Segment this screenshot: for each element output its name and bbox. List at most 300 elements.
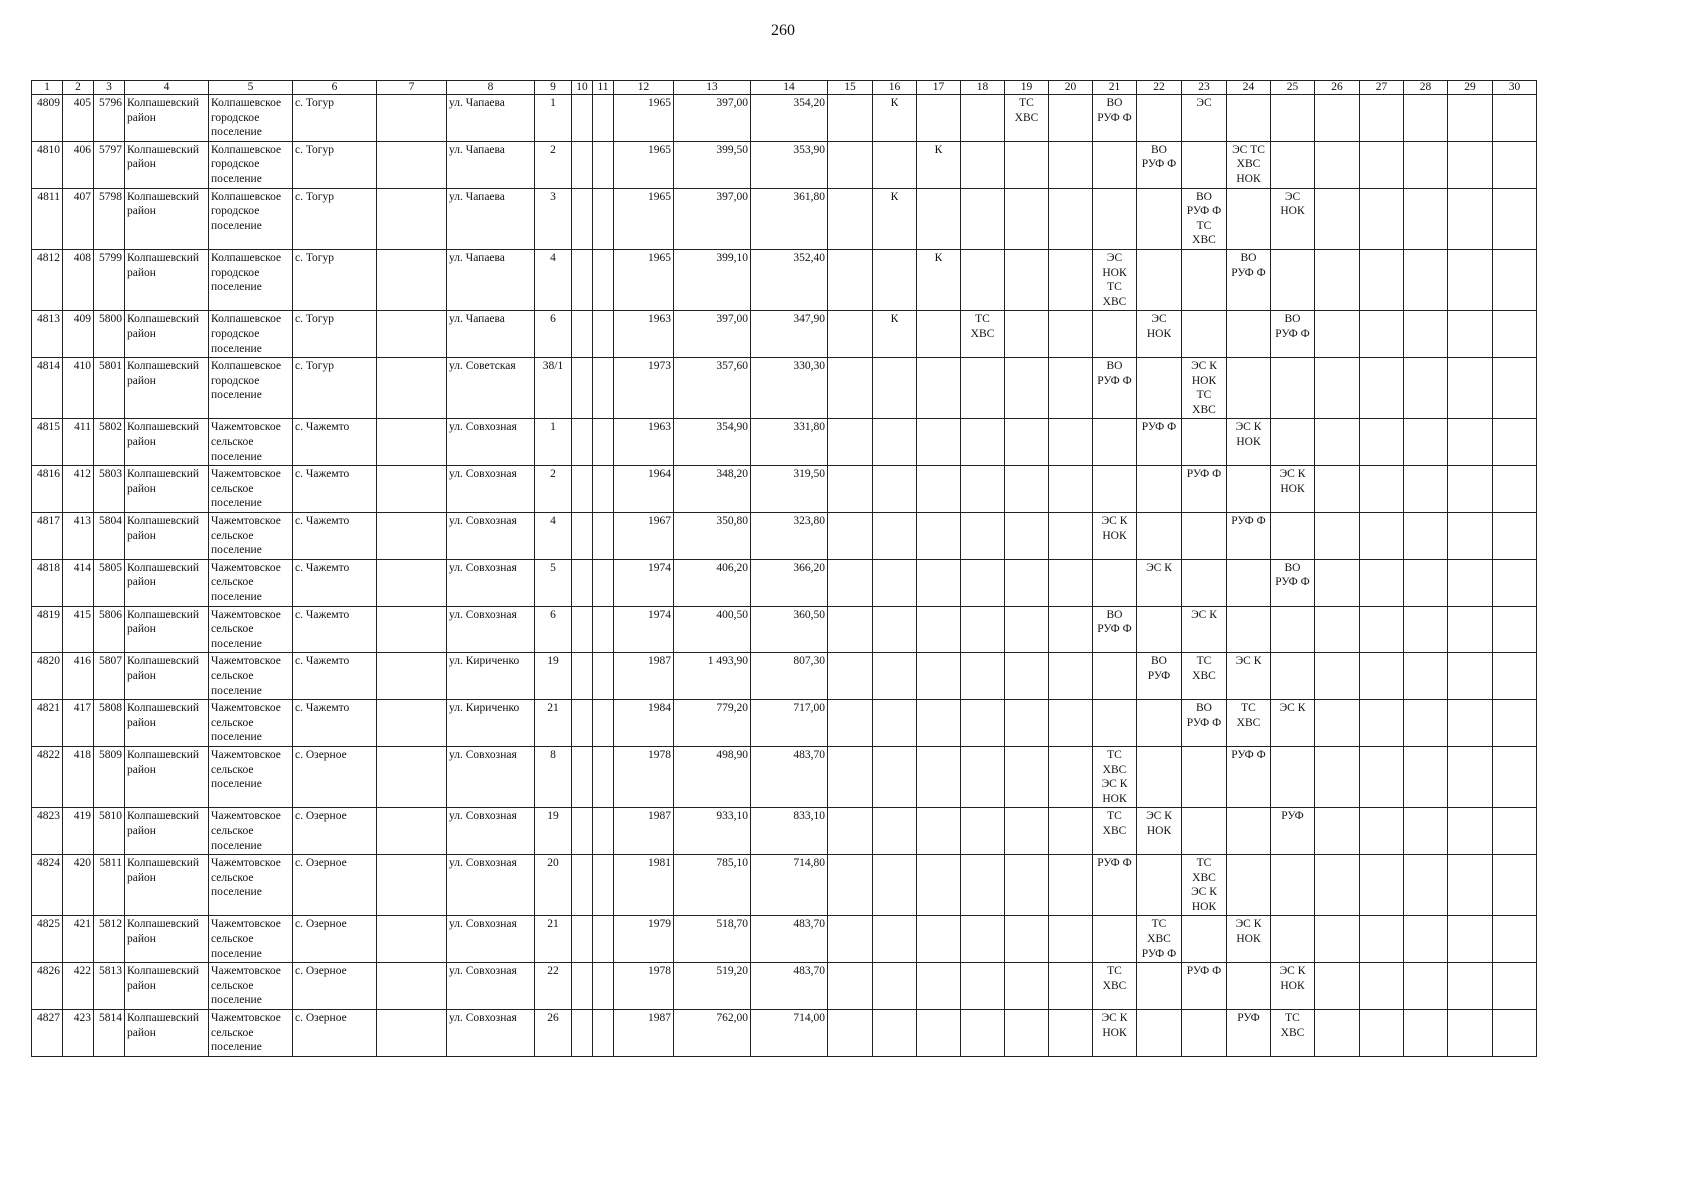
table-cell: ул. Совхозная bbox=[447, 559, 535, 606]
table-cell bbox=[1182, 141, 1227, 188]
table-cell: 4819 bbox=[32, 606, 63, 653]
table-cell: ВО РУФ Ф bbox=[1093, 95, 1137, 142]
table-cell: с. Озерное bbox=[293, 916, 377, 963]
table-cell bbox=[377, 963, 447, 1010]
table-cell bbox=[1360, 746, 1404, 807]
table-cell: ЭС К bbox=[1182, 606, 1227, 653]
table-cell bbox=[1137, 358, 1182, 419]
table-cell: ТС ХВС bbox=[1271, 1010, 1315, 1057]
table-cell: 4825 bbox=[32, 916, 63, 963]
column-number-header: 21 bbox=[1093, 81, 1137, 95]
table-cell: 4817 bbox=[32, 513, 63, 560]
table-cell: ул. Кириченко bbox=[447, 653, 535, 700]
table-cell bbox=[593, 311, 614, 358]
table-cell bbox=[1448, 358, 1493, 419]
table-cell bbox=[1404, 963, 1448, 1010]
table-cell bbox=[572, 188, 593, 249]
table-cell bbox=[1360, 188, 1404, 249]
column-number-header: 23 bbox=[1182, 81, 1227, 95]
table-cell bbox=[1448, 513, 1493, 560]
table-cell bbox=[377, 466, 447, 513]
table-cell bbox=[873, 559, 917, 606]
table-cell bbox=[1227, 559, 1271, 606]
table-cell: 4820 bbox=[32, 653, 63, 700]
table-cell bbox=[1271, 358, 1315, 419]
table-cell bbox=[1005, 855, 1049, 916]
table-cell bbox=[377, 141, 447, 188]
table-cell: РУФ bbox=[1271, 808, 1315, 855]
column-number-header: 28 bbox=[1404, 81, 1448, 95]
table-cell: Колпашевский район bbox=[125, 95, 209, 142]
table-cell: ВО РУФ Ф bbox=[1271, 311, 1315, 358]
table-cell: 20 bbox=[535, 855, 572, 916]
table-cell: 5803 bbox=[94, 466, 125, 513]
table-cell bbox=[1227, 95, 1271, 142]
table-cell bbox=[1448, 963, 1493, 1010]
table-cell: с. Чажемто bbox=[293, 513, 377, 560]
table-cell: 416 bbox=[63, 653, 94, 700]
table-cell bbox=[1227, 188, 1271, 249]
table-cell: 397,00 bbox=[674, 311, 751, 358]
table-cell: 5801 bbox=[94, 358, 125, 419]
table-cell bbox=[1493, 358, 1537, 419]
table-cell: Колпашевский район bbox=[125, 141, 209, 188]
table-cell: ул. Чапаева bbox=[447, 249, 535, 310]
table-cell bbox=[593, 916, 614, 963]
table-cell bbox=[1227, 311, 1271, 358]
table-cell: ТС ХВС bbox=[1227, 700, 1271, 747]
table-cell bbox=[917, 559, 961, 606]
table-cell bbox=[1271, 855, 1315, 916]
table-cell: 19 bbox=[535, 653, 572, 700]
table-cell bbox=[1093, 653, 1137, 700]
table-cell: 5800 bbox=[94, 311, 125, 358]
table-cell bbox=[1049, 606, 1093, 653]
table-cell bbox=[1493, 606, 1537, 653]
column-number-header: 25 bbox=[1271, 81, 1315, 95]
table-cell bbox=[1493, 419, 1537, 466]
table-cell bbox=[828, 606, 873, 653]
table-cell: 5812 bbox=[94, 916, 125, 963]
table-cell bbox=[377, 95, 447, 142]
table-cell: ЭС ТС ХВС НОК bbox=[1227, 141, 1271, 188]
table-cell bbox=[572, 513, 593, 560]
table-cell bbox=[1182, 916, 1227, 963]
table-cell: ВО РУФ Ф bbox=[1137, 141, 1182, 188]
table-cell bbox=[572, 466, 593, 513]
table-cell: 4815 bbox=[32, 419, 63, 466]
table-cell: 4814 bbox=[32, 358, 63, 419]
table-cell bbox=[828, 249, 873, 310]
table-cell: 366,20 bbox=[751, 559, 828, 606]
table-cell bbox=[572, 1010, 593, 1057]
table-cell bbox=[1448, 249, 1493, 310]
table-cell bbox=[1271, 916, 1315, 963]
table-cell bbox=[1448, 746, 1493, 807]
table-cell bbox=[1448, 1010, 1493, 1057]
table-cell: с. Чажемто bbox=[293, 466, 377, 513]
table-cell: ЭС НОК bbox=[1271, 188, 1315, 249]
column-number-header: 6 bbox=[293, 81, 377, 95]
table-cell bbox=[1005, 466, 1049, 513]
table-row bbox=[32, 311, 1537, 358]
table-cell bbox=[1227, 606, 1271, 653]
table-cell bbox=[1315, 95, 1360, 142]
column-number-header: 3 bbox=[94, 81, 125, 95]
table-cell: РУФ Ф bbox=[1182, 963, 1227, 1010]
table-cell: 1987 bbox=[614, 653, 674, 700]
table-cell bbox=[917, 311, 961, 358]
table-cell bbox=[1271, 606, 1315, 653]
table-cell bbox=[961, 916, 1005, 963]
table-cell: Колпашевское городское поселение bbox=[209, 358, 293, 419]
table-cell bbox=[1360, 855, 1404, 916]
table-cell bbox=[1360, 95, 1404, 142]
table-cell bbox=[1404, 855, 1448, 916]
table-cell bbox=[1315, 1010, 1360, 1057]
table-cell bbox=[961, 559, 1005, 606]
table-cell: с. Чажемто bbox=[293, 559, 377, 606]
table-cell bbox=[1005, 141, 1049, 188]
table-cell: ЭС К НОК bbox=[1271, 963, 1315, 1010]
table-cell: 4811 bbox=[32, 188, 63, 249]
table-cell bbox=[1360, 606, 1404, 653]
table-cell: 1984 bbox=[614, 700, 674, 747]
table-cell: ул. Кириченко bbox=[447, 700, 535, 747]
table-cell bbox=[593, 559, 614, 606]
table-cell bbox=[1404, 311, 1448, 358]
table-cell bbox=[1404, 513, 1448, 560]
table-cell bbox=[377, 513, 447, 560]
table-cell bbox=[1005, 916, 1049, 963]
table-cell: 330,30 bbox=[751, 358, 828, 419]
table-cell bbox=[1093, 311, 1137, 358]
table-cell bbox=[1049, 513, 1093, 560]
table-cell bbox=[1093, 466, 1137, 513]
table-cell: 5809 bbox=[94, 746, 125, 807]
table-cell bbox=[572, 419, 593, 466]
table-cell bbox=[1404, 653, 1448, 700]
table-cell: Колпашевский район bbox=[125, 466, 209, 513]
table-cell: с. Тогур bbox=[293, 311, 377, 358]
table-cell: 348,20 bbox=[674, 466, 751, 513]
table-cell: 411 bbox=[63, 419, 94, 466]
column-number-header: 15 bbox=[828, 81, 873, 95]
table-cell bbox=[1360, 963, 1404, 1010]
table-cell bbox=[1493, 311, 1537, 358]
table-cell bbox=[873, 700, 917, 747]
table-cell bbox=[1227, 808, 1271, 855]
table-cell bbox=[828, 311, 873, 358]
table-cell bbox=[1360, 653, 1404, 700]
table-row bbox=[32, 916, 1537, 963]
table-cell: Колпашевский район bbox=[125, 916, 209, 963]
table-cell: 4827 bbox=[32, 1010, 63, 1057]
table-cell: 409 bbox=[63, 311, 94, 358]
table-cell bbox=[593, 653, 614, 700]
table-cell bbox=[1448, 916, 1493, 963]
table-cell: 414 bbox=[63, 559, 94, 606]
table-cell: 410 bbox=[63, 358, 94, 419]
table-cell: ЭС К НОК bbox=[1227, 916, 1271, 963]
table-cell: 4809 bbox=[32, 95, 63, 142]
table-row bbox=[32, 808, 1537, 855]
table-cell bbox=[1137, 188, 1182, 249]
table-cell bbox=[1493, 188, 1537, 249]
table-cell bbox=[1182, 249, 1227, 310]
table-cell bbox=[1005, 249, 1049, 310]
table-cell: Чажемтовское сельское поселение bbox=[209, 606, 293, 653]
table-cell: 399,50 bbox=[674, 141, 751, 188]
table-cell: 21 bbox=[535, 700, 572, 747]
table-cell bbox=[961, 855, 1005, 916]
table-cell bbox=[961, 963, 1005, 1010]
table-cell bbox=[1137, 249, 1182, 310]
table-cell bbox=[1493, 249, 1537, 310]
table-cell bbox=[1005, 311, 1049, 358]
table-cell: 4818 bbox=[32, 559, 63, 606]
table-cell bbox=[1315, 606, 1360, 653]
table-cell bbox=[377, 653, 447, 700]
table-cell: 6 bbox=[535, 606, 572, 653]
table-cell: 4813 bbox=[32, 311, 63, 358]
table-cell bbox=[572, 141, 593, 188]
table-cell bbox=[961, 808, 1005, 855]
table-cell bbox=[917, 963, 961, 1010]
table-cell: 1987 bbox=[614, 1010, 674, 1057]
table-cell bbox=[917, 700, 961, 747]
table-cell: Чажемтовское сельское поселение bbox=[209, 466, 293, 513]
table-row bbox=[32, 963, 1537, 1010]
table-cell: ТС ХВС bbox=[1182, 653, 1227, 700]
table-cell bbox=[917, 746, 961, 807]
table-cell: 422 bbox=[63, 963, 94, 1010]
table-cell bbox=[1005, 746, 1049, 807]
table-cell: РУФ Ф bbox=[1227, 746, 1271, 807]
table-cell: ЭС К НОК bbox=[1271, 466, 1315, 513]
table-cell: 419 bbox=[63, 808, 94, 855]
table-cell bbox=[1315, 808, 1360, 855]
table-cell bbox=[1315, 746, 1360, 807]
column-number-header: 12 bbox=[614, 81, 674, 95]
table-cell bbox=[1493, 808, 1537, 855]
table-cell: 833,10 bbox=[751, 808, 828, 855]
table-cell bbox=[1049, 358, 1093, 419]
table-cell: 1974 bbox=[614, 606, 674, 653]
table-cell bbox=[593, 1010, 614, 1057]
table-cell: 350,80 bbox=[674, 513, 751, 560]
table-cell bbox=[1049, 653, 1093, 700]
column-number-header: 16 bbox=[873, 81, 917, 95]
table-cell: Чажемтовское сельское поселение bbox=[209, 855, 293, 916]
table-cell bbox=[1005, 419, 1049, 466]
table-cell: ЭС К bbox=[1227, 653, 1271, 700]
table-cell: 714,00 bbox=[751, 1010, 828, 1057]
table-cell: Колпашевское городское поселение bbox=[209, 249, 293, 310]
table-cell: 354,90 bbox=[674, 419, 751, 466]
table-cell bbox=[961, 653, 1005, 700]
column-number-header: 1 bbox=[32, 81, 63, 95]
table-cell bbox=[1227, 358, 1271, 419]
table-cell bbox=[1360, 249, 1404, 310]
table-cell: 1 493,90 bbox=[674, 653, 751, 700]
table-cell bbox=[1448, 606, 1493, 653]
table-cell bbox=[917, 419, 961, 466]
table-cell: 1963 bbox=[614, 419, 674, 466]
table-cell: ТС ХВС ЭС К НОК bbox=[1093, 746, 1137, 807]
table-cell: РУФ bbox=[1227, 1010, 1271, 1057]
column-number-header: 2 bbox=[63, 81, 94, 95]
table-cell: 354,20 bbox=[751, 95, 828, 142]
table-cell bbox=[1315, 358, 1360, 419]
table-cell: 779,20 bbox=[674, 700, 751, 747]
column-number-header: 29 bbox=[1448, 81, 1493, 95]
table-cell bbox=[1005, 188, 1049, 249]
table-cell: 483,70 bbox=[751, 963, 828, 1010]
table-cell: Колпашевский район bbox=[125, 249, 209, 310]
table-cell: с. Озерное bbox=[293, 1010, 377, 1057]
column-number-header: 26 bbox=[1315, 81, 1360, 95]
table-cell: Колпашевский район bbox=[125, 311, 209, 358]
table-cell bbox=[572, 855, 593, 916]
table-cell bbox=[1271, 419, 1315, 466]
table-cell bbox=[1493, 141, 1537, 188]
table-cell bbox=[1137, 95, 1182, 142]
table-cell bbox=[873, 963, 917, 1010]
page-number: 260 bbox=[771, 22, 795, 39]
table-cell bbox=[593, 963, 614, 1010]
table-cell bbox=[1137, 855, 1182, 916]
table-cell bbox=[377, 358, 447, 419]
table-cell: 420 bbox=[63, 855, 94, 916]
table-cell bbox=[1315, 513, 1360, 560]
table-cell: 408 bbox=[63, 249, 94, 310]
table-cell bbox=[1049, 700, 1093, 747]
table-cell bbox=[828, 358, 873, 419]
table-cell bbox=[828, 141, 873, 188]
table-cell: РУФ Ф bbox=[1093, 855, 1137, 916]
table-cell: ул. Чапаева bbox=[447, 95, 535, 142]
table-cell: 807,30 bbox=[751, 653, 828, 700]
column-number-header: 27 bbox=[1360, 81, 1404, 95]
table-cell bbox=[593, 466, 614, 513]
table-cell bbox=[917, 653, 961, 700]
table-cell: ЭС К НОК bbox=[1093, 513, 1137, 560]
table-cell: ул. Совхозная bbox=[447, 746, 535, 807]
table-cell bbox=[873, 249, 917, 310]
table-cell bbox=[873, 746, 917, 807]
column-number-header: 10 bbox=[572, 81, 593, 95]
table-cell bbox=[377, 916, 447, 963]
table-cell: 5807 bbox=[94, 653, 125, 700]
table-cell bbox=[1315, 188, 1360, 249]
table-cell: 406,20 bbox=[674, 559, 751, 606]
table-cell: 399,10 bbox=[674, 249, 751, 310]
table-cell bbox=[1049, 249, 1093, 310]
table-cell bbox=[593, 513, 614, 560]
table-cell bbox=[1493, 916, 1537, 963]
table-cell: ЭС К НОК bbox=[1137, 808, 1182, 855]
column-number-header-row bbox=[32, 81, 1537, 95]
table-cell: 1978 bbox=[614, 963, 674, 1010]
table-cell: 5813 bbox=[94, 963, 125, 1010]
table-cell bbox=[1360, 808, 1404, 855]
table-cell: Колпашевский район bbox=[125, 653, 209, 700]
table-cell: ТС ХВС bbox=[1005, 95, 1049, 142]
table-cell bbox=[917, 466, 961, 513]
table-cell bbox=[1493, 513, 1537, 560]
table-cell: Колпашевское городское поселение bbox=[209, 188, 293, 249]
table-cell: Колпашевский район bbox=[125, 746, 209, 807]
table-cell: 1967 bbox=[614, 513, 674, 560]
table-cell: ул. Совхозная bbox=[447, 1010, 535, 1057]
table-cell: 483,70 bbox=[751, 746, 828, 807]
table-row bbox=[32, 653, 1537, 700]
table-cell: 397,00 bbox=[674, 95, 751, 142]
table-cell bbox=[1493, 746, 1537, 807]
table-cell bbox=[1493, 855, 1537, 916]
table-cell: 19 bbox=[535, 808, 572, 855]
column-number-header: 13 bbox=[674, 81, 751, 95]
table-cell: ВО РУФ Ф bbox=[1182, 700, 1227, 747]
table-cell: ул. Совхозная bbox=[447, 606, 535, 653]
table-cell bbox=[572, 653, 593, 700]
table-cell: 26 bbox=[535, 1010, 572, 1057]
table-cell bbox=[1493, 559, 1537, 606]
table-cell bbox=[873, 141, 917, 188]
table-cell: 417 bbox=[63, 700, 94, 747]
table-cell bbox=[1005, 513, 1049, 560]
table-cell: ул. Совхозная bbox=[447, 466, 535, 513]
table-cell: 5806 bbox=[94, 606, 125, 653]
column-number-header: 24 bbox=[1227, 81, 1271, 95]
table-cell bbox=[1360, 916, 1404, 963]
table-cell: Чажемтовское сельское поселение bbox=[209, 700, 293, 747]
table-cell: с. Озерное bbox=[293, 855, 377, 916]
table-cell bbox=[377, 1010, 447, 1057]
column-number-header: 5 bbox=[209, 81, 293, 95]
table-cell bbox=[572, 559, 593, 606]
table-cell: ул. Совхозная bbox=[447, 855, 535, 916]
table-cell bbox=[593, 700, 614, 747]
table-cell: 5799 bbox=[94, 249, 125, 310]
table-cell bbox=[1271, 513, 1315, 560]
table-cell bbox=[593, 746, 614, 807]
table-cell bbox=[1315, 559, 1360, 606]
table-row bbox=[32, 188, 1537, 249]
table-cell bbox=[961, 188, 1005, 249]
table-cell bbox=[961, 513, 1005, 560]
table-cell: 406 bbox=[63, 141, 94, 188]
table-row bbox=[32, 513, 1537, 560]
table-cell: с. Тогур bbox=[293, 249, 377, 310]
column-number-header: 19 bbox=[1005, 81, 1049, 95]
table-cell bbox=[828, 916, 873, 963]
table-cell: 4 bbox=[535, 513, 572, 560]
column-number-header: 4 bbox=[125, 81, 209, 95]
table-cell bbox=[961, 700, 1005, 747]
table-row bbox=[32, 95, 1537, 142]
table-cell bbox=[1049, 808, 1093, 855]
table-row bbox=[32, 606, 1537, 653]
table-cell: Чажемтовское сельское поселение bbox=[209, 746, 293, 807]
table-cell: Колпашевское городское поселение bbox=[209, 141, 293, 188]
table-cell bbox=[377, 746, 447, 807]
table-cell bbox=[377, 855, 447, 916]
table-cell bbox=[1049, 963, 1093, 1010]
table-cell: 319,50 bbox=[751, 466, 828, 513]
table-cell: 4 bbox=[535, 249, 572, 310]
